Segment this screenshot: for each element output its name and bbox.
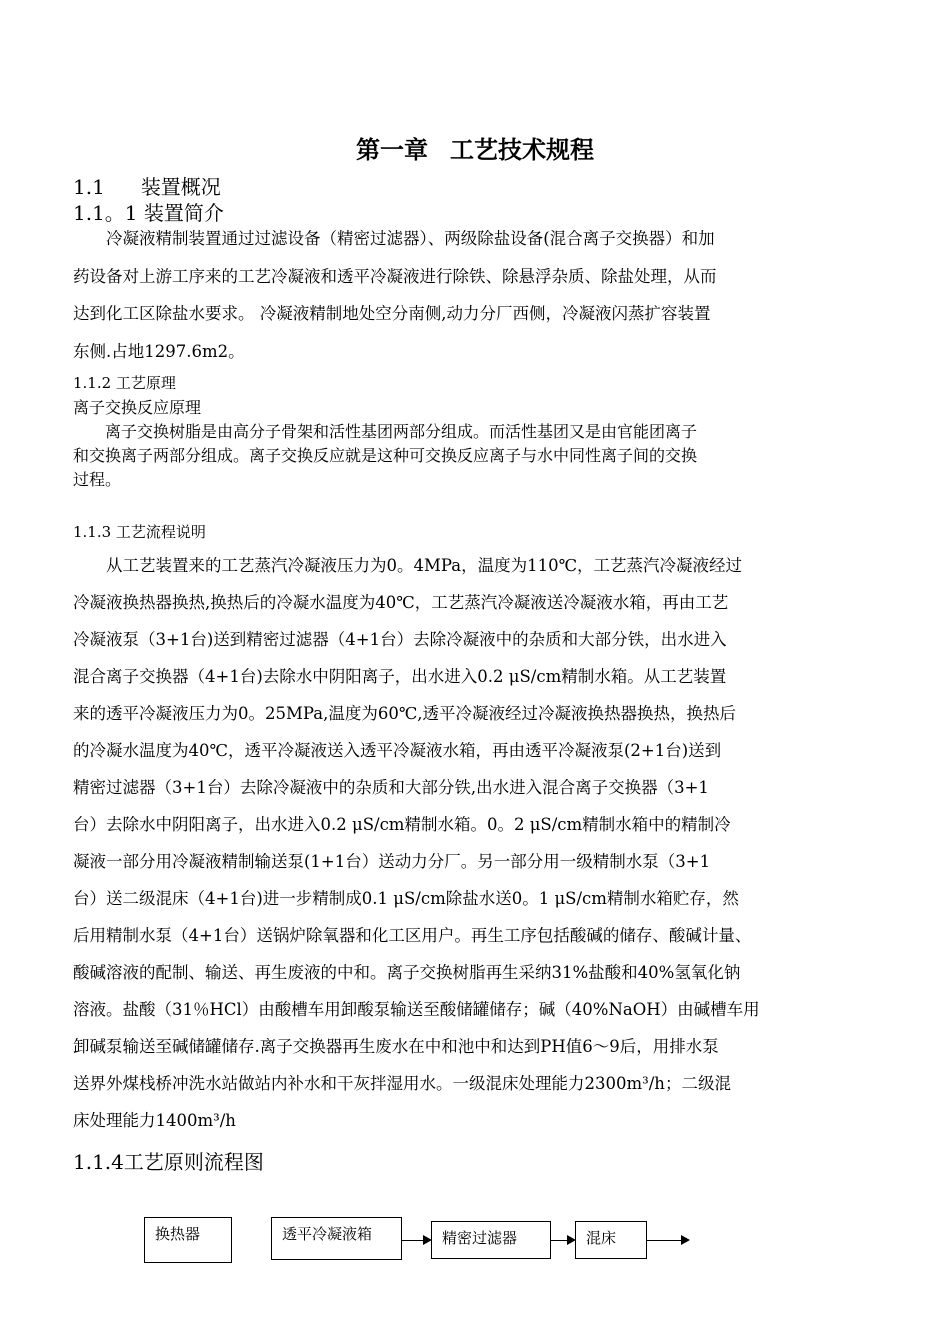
heat-exchanger-box: 换热器 [144,1217,232,1263]
intro-line: 药设备对上游工序来的工艺冷凝液和透平冷凝液进行除铁、除悬浮杂质、除盐处理，从而 [73,266,717,286]
flow-line: 溶液。盐酸（31％HCl）由酸槽车用卸酸泵输送至酸储罐储存；碱（40%NaOH）由碱槽车用 [73,1000,760,1019]
flow-line: 酸碱溶液的配制、输送、再生废液的中和。离子交换树脂再生采纳31%盐酸和40%氢氧化钠 [73,963,741,982]
flow-line: 台）去除水中阴阳离子，出水进入0.2 μS/cm精制水箱。0。2 μS/cm精制水箱中的精制冷 [73,815,731,834]
mixed-bed-box: 混床 [575,1221,647,1259]
section-1-1-title: 装置概况 [140,175,221,199]
flow-line: 冷凝液泵（3+1台)送到精密过滤器（4+1台）去除冷凝液中的杂质和大部分铁，出水进入 [73,630,727,649]
flow-arrow [551,1240,574,1241]
principle-paragraph [73,420,833,492]
chapter-name: 工艺技术规程 [450,135,594,164]
flow-line: 凝液一部分用冷凝液精制输送泵(1+1台）送动力分厂。另一部分用一级精制水泵（3+1 [73,852,711,871]
precision-filter-box: 精密过滤器 [431,1221,551,1259]
section-1-1-2-heading: 1.1.2 工艺原理 [73,374,176,392]
principle-subheading: 离子交换反应原理 [73,398,202,417]
flow-line: 卸碱泵输送至碱储罐储存.离子交换器再生废水在中和池中和达到PH值6～9后，用排水泵 [73,1037,719,1056]
intro-paragraph [73,220,833,370]
flow-line: 从工艺装置来的工艺蒸汽冷凝液压力为0。4MPa，温度为110℃，工艺蒸汽冷凝液经过 [106,556,743,575]
flow-line: 送界外煤栈桥冲洗水站做站内补水和干灰拌湿用水。一级混床处理能力2300m³/h；二级混 [73,1074,731,1093]
section-1-1-4-heading: 1.1.4工艺原则流程图 [73,1150,264,1174]
flow-line: 来的透平冷凝液压力为0。25MPa,温度为60℃,透平冷凝液经过冷凝液换热器换热，换热后 [73,704,737,723]
flow-line: 台）送二级混床（4+1台)进一步精制成0.1 μS/cm除盐水送0。1 μS/cm精制水箱贮存，然 [73,889,739,908]
turbine-condensate-tank-box: 透平冷凝液箱 [271,1217,402,1260]
flow-arrow [647,1240,688,1241]
principle-line: 离子交换树脂是由高分子骨架和活性基团两部分组成。而活性基团又是由官能团离子 [105,422,698,441]
flow-line: 床处理能力1400m³/h [73,1111,236,1130]
principle-line: 过程。 [73,470,122,489]
flow-line: 混合离子交换器（4+1台)去除水中阴阳离子，出水进入0.2 μS/cm精制水箱。从工艺装置 [73,667,727,686]
intro-line: 东侧.占地1297.6m2。 [73,341,245,361]
section-1-1-number: 1.1 [73,175,105,199]
flow-arrow [402,1240,430,1241]
flow-line: 的冷凝水温度为40℃，透平冷凝液送入透平冷凝液水箱，再由透平冷凝液泵(2+1台)送到 [73,741,722,760]
flow-line: 冷凝液换热器换热,换热后的冷凝水温度为40℃，工艺蒸汽冷凝液送冷凝液水箱，再由工艺 [73,593,729,612]
section-1-1-3-heading: 1.1.3 工艺流程说明 [73,523,206,541]
principle-line: 和交换离子两部分组成。离子交换反应就是这种可交换反应离子与水中同性离子间的交换 [73,446,698,465]
flow-line: 后用精制水泵（4+1台）送锅炉除氧器和化工区用户。再生工序包括酸碱的储存、酸碱计量、 [73,926,752,945]
chapter-title [0,134,950,166]
flow-line: 精密过滤器（3+1台）去除冷凝液中的杂质和大部分铁,出水进入混合离子交换器（3+1 [73,778,709,797]
intro-line: 冷凝液精制装置通过过滤设备（精密过滤器）、两级除盐设备(混合离子交换器）和加 [106,229,715,248]
section-1-1-1-heading: 1.1。1 装置简介 [73,201,224,225]
section-1-1-heading [73,174,221,200]
chapter-number: 第一章 [356,135,428,164]
flow-paragraph [73,547,833,1139]
intro-line: 达到化工区除盐水要求。 冷凝液精制地处空分南侧,动力分厂西侧，冷凝液闪蒸扩容装置 [73,304,711,323]
